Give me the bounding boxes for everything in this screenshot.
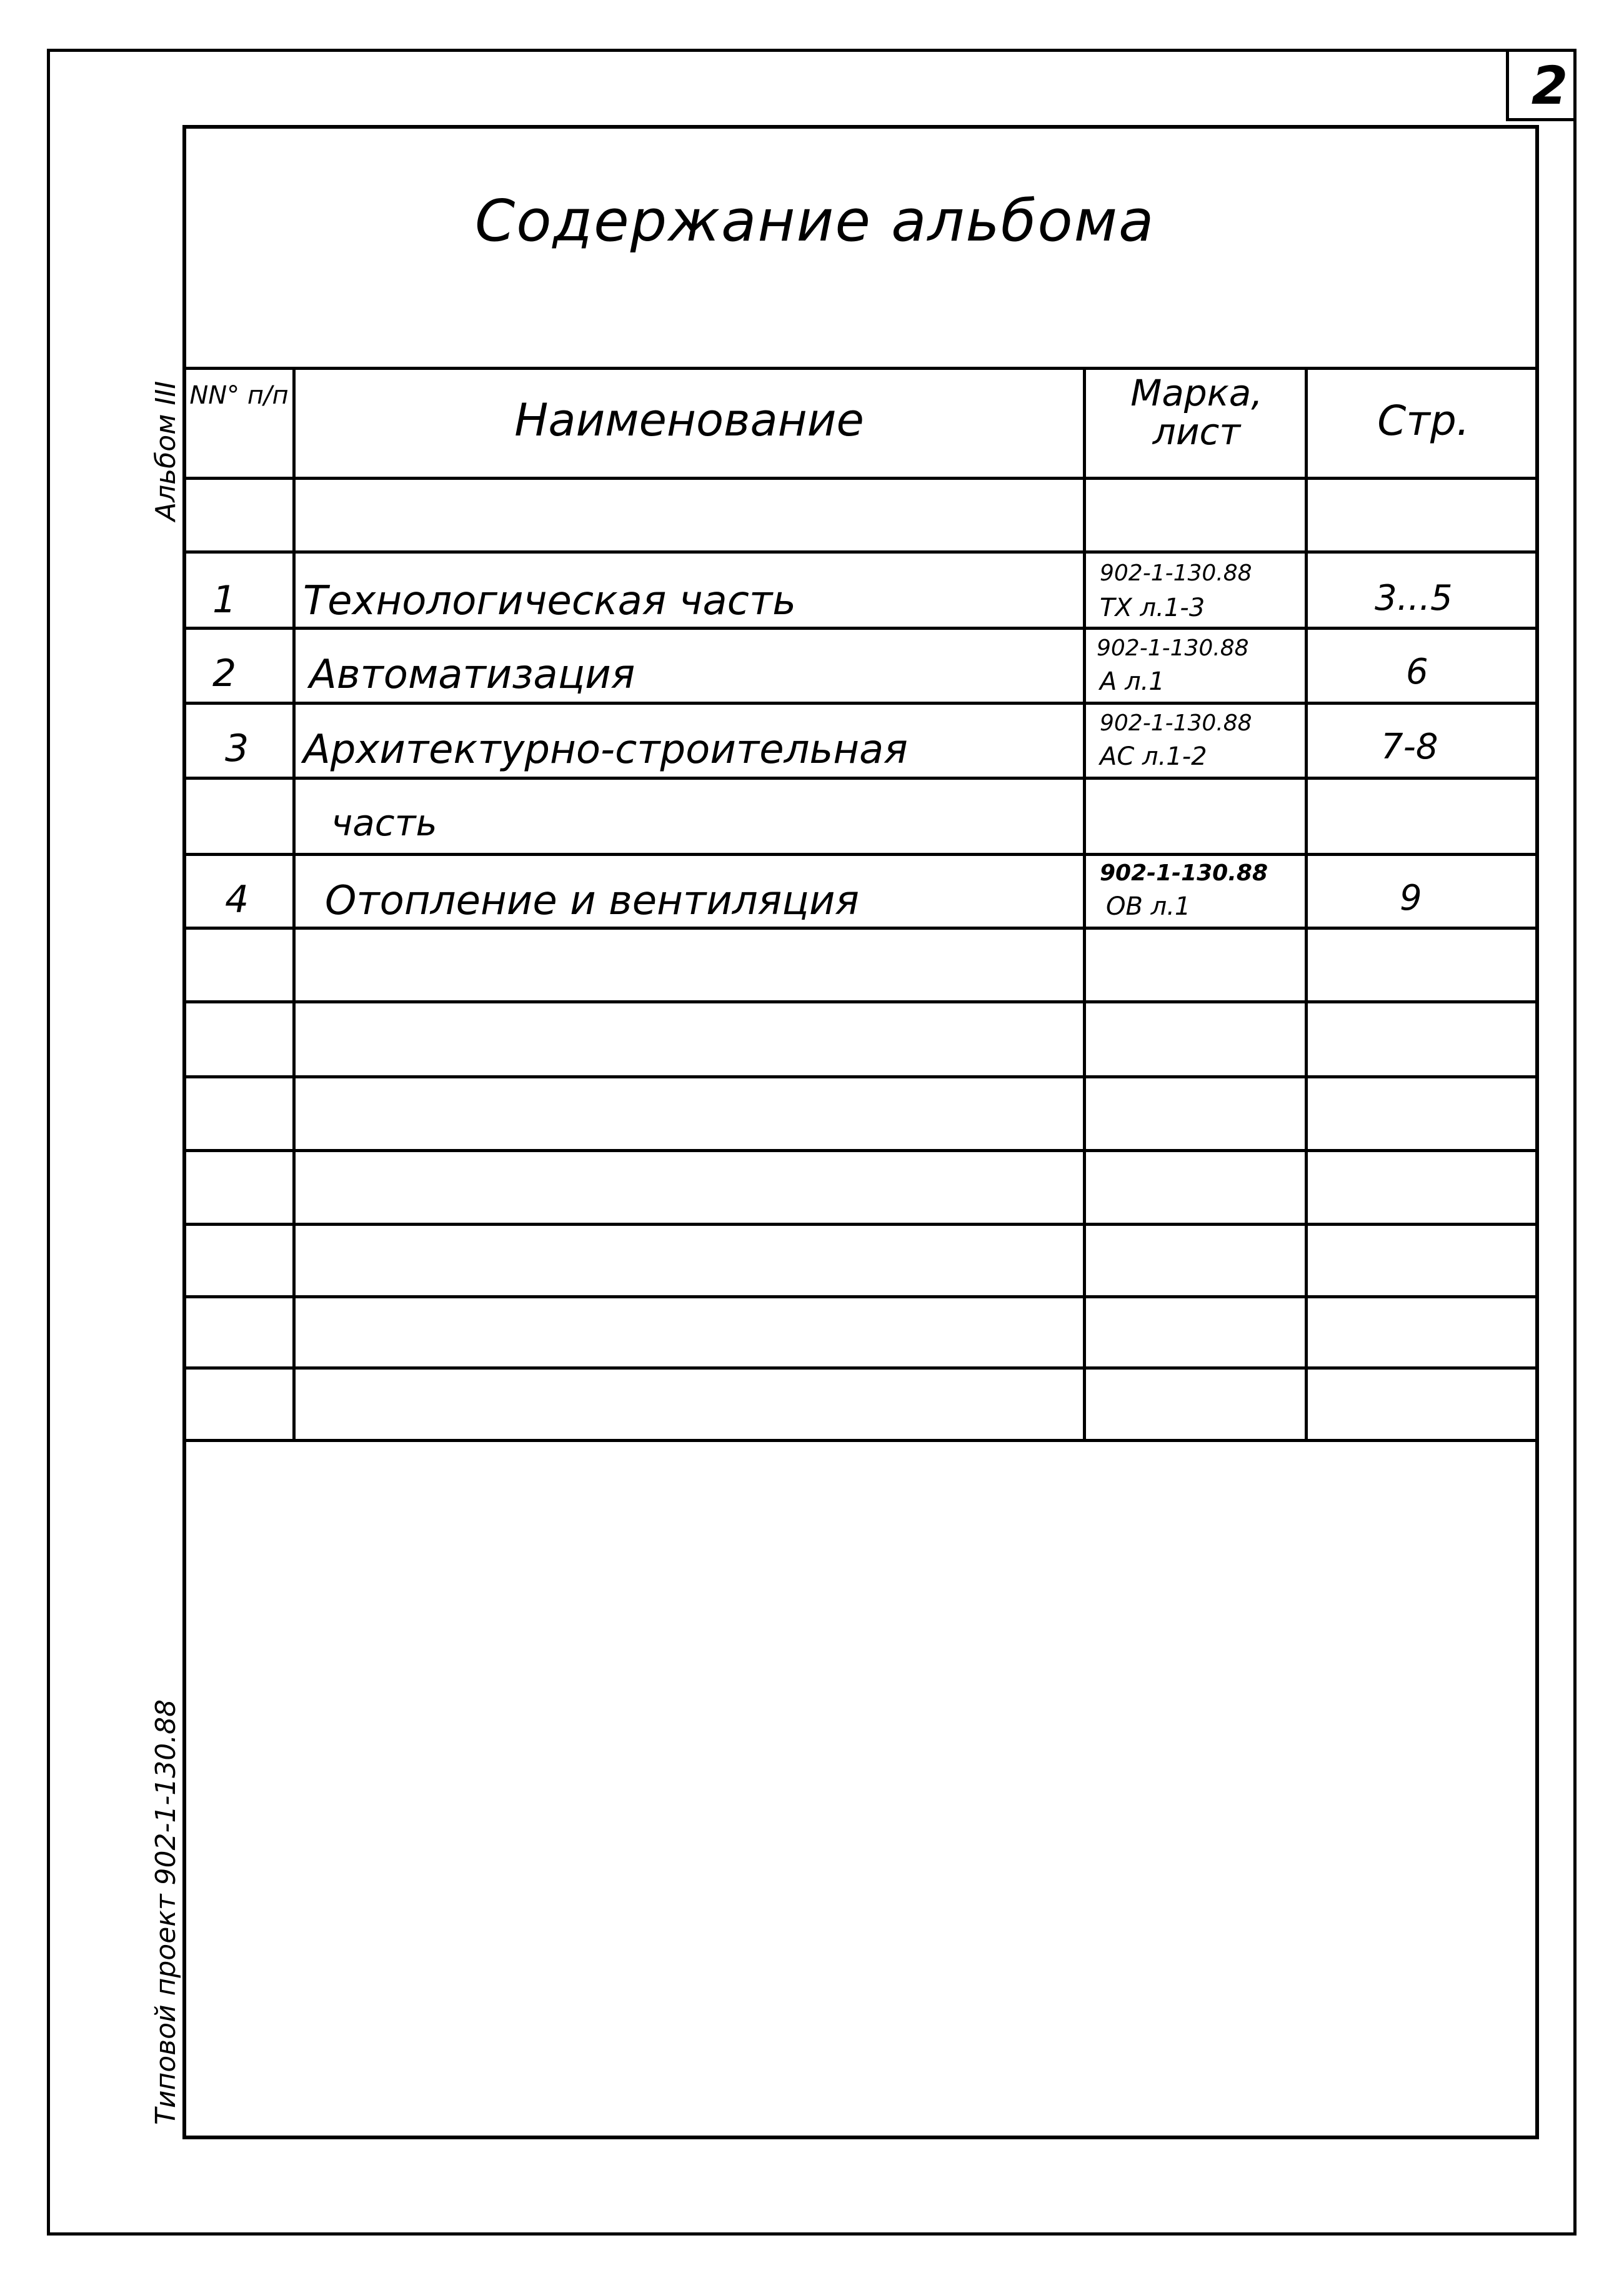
col-line	[1305, 367, 1308, 1442]
header-num: NN° п/п	[189, 381, 289, 410]
row-2-name: Автоматизация	[309, 652, 635, 698]
header-page: Стр.	[1377, 397, 1470, 445]
row-3-continuation: часть	[331, 802, 437, 844]
row-line	[182, 550, 1539, 554]
row-1-name: Технологическая часть	[303, 578, 796, 624]
col-line	[1083, 367, 1086, 1442]
col-line	[292, 367, 296, 1442]
row-4-name: Отопление и вентиляция	[325, 878, 859, 924]
row-4-mark-1: 902-1-130.88	[1100, 860, 1268, 886]
row-2-mark-2: А л.1	[1100, 667, 1165, 696]
row-2-num: 2	[212, 652, 237, 695]
row-2-page: 6	[1406, 652, 1428, 692]
row-line	[182, 702, 1539, 705]
table-top-line	[182, 367, 1539, 370]
page-number: 2	[1531, 55, 1568, 116]
album-label: Альбом III	[150, 381, 182, 521]
row-1-mark-1: 902-1-130.88	[1100, 560, 1252, 586]
row-line	[182, 777, 1539, 780]
row-line	[182, 1223, 1539, 1226]
row-1-page: 3...5	[1375, 578, 1453, 619]
row-line	[182, 1366, 1539, 1370]
row-line	[182, 1149, 1539, 1152]
row-line	[182, 627, 1539, 630]
row-1-mark-2: ТХ л.1-3	[1100, 594, 1205, 622]
page-title: Содержание альбома	[475, 187, 1155, 254]
table-bottom-line	[182, 1439, 1539, 1442]
row-4-mark-2: ОВ л.1	[1106, 892, 1191, 921]
row-3-mark-1: 902-1-130.88	[1100, 710, 1252, 736]
row-2-mark-1: 902-1-130.88	[1097, 635, 1249, 661]
row-4-num: 4	[225, 878, 249, 922]
row-3-num: 3	[225, 727, 249, 770]
row-line	[182, 1075, 1539, 1078]
row-line	[182, 1295, 1539, 1298]
row-1-num: 1	[212, 578, 237, 622]
row-3-mark-2: АС л.1-2	[1100, 742, 1207, 771]
row-3-name: Архитектурно-строительная	[303, 727, 908, 773]
header-name: Наименование	[514, 394, 864, 446]
row-line	[182, 927, 1539, 930]
row-line	[182, 1000, 1539, 1003]
header-bottom-line	[182, 477, 1539, 480]
header-mark: Марка, лист	[1130, 372, 1263, 453]
row-4-page: 9	[1400, 878, 1422, 918]
row-line	[182, 853, 1539, 856]
row-3-page: 7-8	[1381, 727, 1438, 767]
project-label: Типовой проект 902-1-130.88	[150, 1699, 182, 2125]
